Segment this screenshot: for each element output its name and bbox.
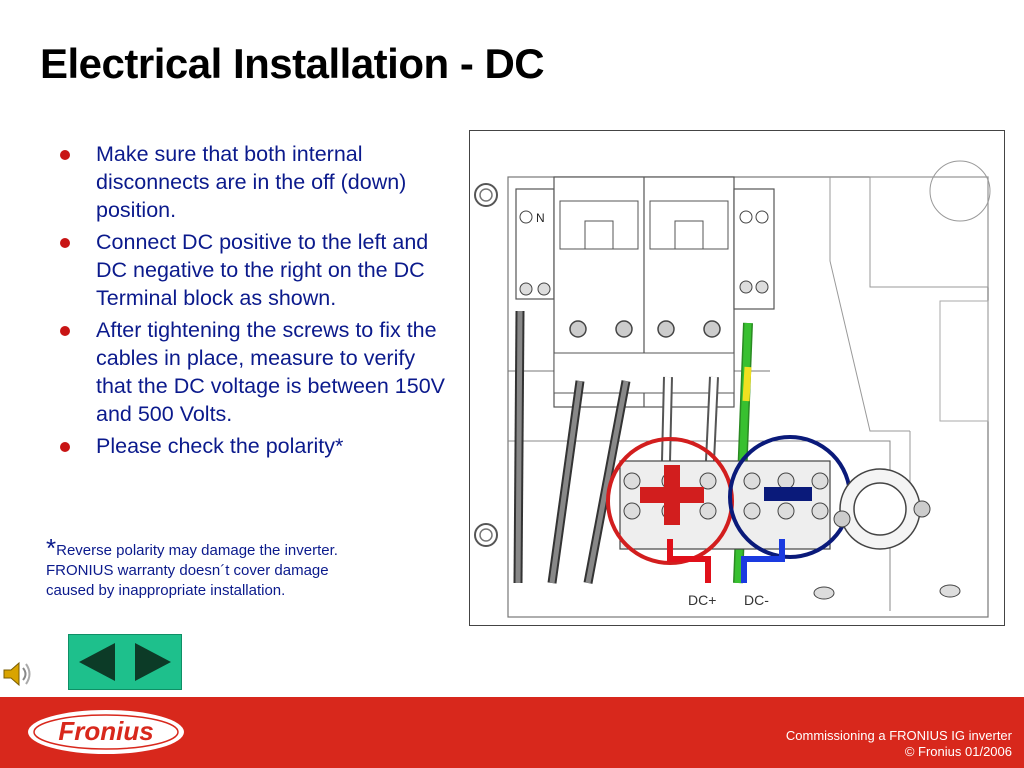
logo-wordmark: Fronius [58,716,154,746]
audio-button[interactable] [2,658,34,690]
bullet-item [56,432,456,460]
footer-line-1: Commissioning a FRONIUS IG inverter [785,728,1012,743]
next-slide-button[interactable] [131,641,175,683]
mount-screw-icon [475,184,497,206]
note-line-1: Reverse polarity may damage the inverter. [56,542,338,559]
dc-terminal-diagram [469,130,1005,626]
footer-caption [786,728,1012,760]
fronius-logo [26,707,186,757]
bullet-list [56,140,456,464]
bullet-text: After tightening the screws to fix the cables in place, measure to verify that the DC voltage is between 150V and 500 Volts. [96,318,445,426]
bullet-dot-icon [60,442,70,452]
minus-icon [764,487,812,501]
warning-note [46,533,406,601]
previous-slide-button[interactable] [75,641,119,683]
note-asterisk: * [46,533,57,563]
wiring-drawing [470,131,1005,626]
terminal-n-label: N [536,211,545,225]
note-line-3: caused by inappropriate installation. [46,582,286,599]
bullet-dot-icon [60,238,70,248]
note-line-2: FRONIUS warranty doesn´t cover damage [46,562,329,579]
footer-bar [0,697,1024,768]
footer-line-2: © Fronius 01/2006 [904,744,1012,759]
arrow-right-icon [131,641,175,683]
dc-minus-label: DC- [744,592,769,608]
bullet-text: Make sure that both internal disconnects are in the off (down) position. [96,142,407,222]
bullet-text: Please check the polarity* [96,434,344,458]
bullet-item [56,316,456,428]
slide-navigation [68,634,182,690]
bullet-text: Connect DC positive to the left and DC negative to the right on the DC Terminal block as shown. [96,230,429,310]
mount-screw-icon [475,524,497,546]
bullet-dot-icon [60,150,70,160]
bullet-item [56,228,456,312]
bullet-dot-icon [60,326,70,336]
dc-plus-label: DC+ [688,592,717,608]
slide-title: Electrical Installation - DC [40,40,545,87]
arrow-left-icon [75,641,119,683]
bullet-item [56,140,456,224]
speaker-icon [2,658,34,690]
